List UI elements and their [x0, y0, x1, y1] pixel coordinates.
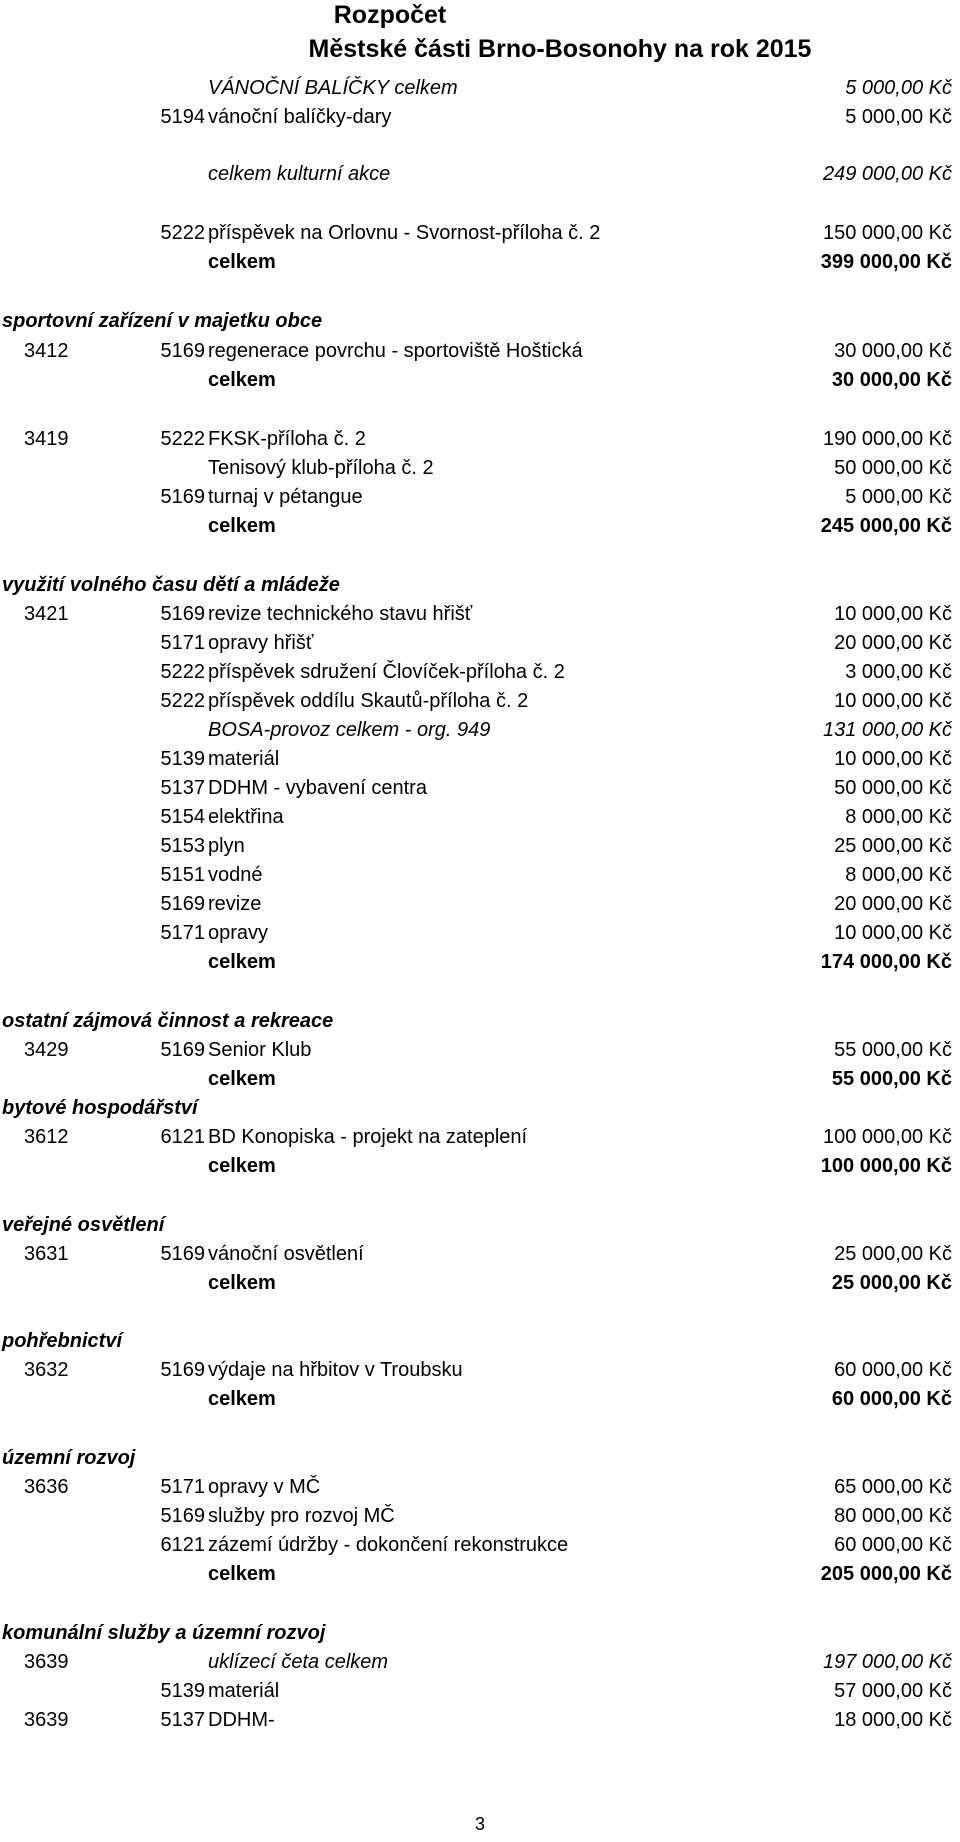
paragraph-code: 3632	[24, 1359, 69, 1381]
table-row	[0, 1531, 960, 1559]
paragraph-code: 3421	[24, 603, 69, 625]
amount: 55 000,00 Kč	[834, 1039, 952, 1061]
paragraph-code: 3639	[24, 1709, 69, 1731]
amount: 50 000,00 Kč	[834, 777, 952, 799]
amount: 55 000,00 Kč	[831, 1068, 952, 1090]
paragraph-code: 3429	[24, 1039, 69, 1061]
item-description: revize	[208, 893, 262, 915]
section-heading: bytové hospodářství	[2, 1097, 198, 1119]
item-description: celkem	[208, 1563, 276, 1585]
item-description: BD Konopiska - projekt na zateplení	[208, 1126, 528, 1148]
item-description: opravy	[208, 922, 269, 944]
item-description: materiál	[208, 748, 280, 770]
item-code: 5169	[160, 486, 205, 508]
item-description: regenerace povrchu - sportoviště Hoštická	[208, 340, 583, 362]
item-description: celkem	[208, 1155, 276, 1177]
section-heading: pohřebnictví	[2, 1330, 123, 1352]
item-description: opravy hřišť	[208, 632, 314, 654]
paragraph-code: 3412	[24, 340, 69, 362]
item-description: celkem	[208, 1272, 276, 1294]
amount: 190 000,00 Kč	[823, 428, 952, 450]
section-heading-row	[0, 571, 960, 599]
item-code: 6121	[160, 1126, 205, 1148]
table-row	[0, 716, 960, 744]
amount: 30 000,00 Kč	[834, 340, 952, 362]
amount: 5 000,00 Kč	[845, 77, 952, 99]
item-description: vodné	[208, 864, 263, 886]
table-row	[0, 1502, 960, 1530]
item-code: 5169	[160, 340, 205, 362]
item-description: příspěvek na Orlovnu - Svornost-příloha č. 2	[208, 222, 601, 244]
item-description: celkem	[208, 951, 276, 973]
amount: 150 000,00 Kč	[823, 222, 952, 244]
item-code: 5169	[160, 1039, 205, 1061]
item-code: 5139	[160, 748, 205, 770]
section-heading-row	[0, 1007, 960, 1035]
section-heading-row	[0, 1444, 960, 1472]
table-row	[0, 337, 960, 365]
item-description: elektřina	[208, 806, 284, 828]
table-row	[0, 366, 960, 394]
table-row	[0, 658, 960, 686]
item-description: celkem	[208, 1388, 276, 1410]
table-row	[0, 745, 960, 773]
table-row	[0, 1065, 960, 1093]
item-description: revize technického stavu hřišť	[208, 603, 473, 625]
item-code: 5151	[160, 864, 205, 886]
section-heading-row	[0, 307, 960, 335]
table-row	[0, 219, 960, 247]
amount: 25 000,00 Kč	[831, 1272, 952, 1294]
table-row	[0, 919, 960, 947]
item-description: celkem	[208, 251, 276, 273]
amount: 60 000,00 Kč	[831, 1388, 952, 1410]
item-description: Tenisový klub-příloha č. 2	[208, 457, 434, 479]
table-row	[0, 483, 960, 511]
table-row	[0, 425, 960, 453]
item-code: 5222	[160, 690, 205, 712]
table-row	[0, 1269, 960, 1297]
item-description: celkem	[208, 1068, 276, 1090]
section-heading: veřejné osvětlení	[2, 1214, 165, 1236]
item-description: uklízecí četa celkem	[208, 1651, 389, 1673]
item-code: 5171	[160, 922, 205, 944]
amount: 3 000,00 Kč	[845, 661, 952, 683]
amount: 18 000,00 Kč	[834, 1709, 952, 1731]
item-code: 5169	[160, 603, 205, 625]
item-description: BOSA-provoz celkem - org. 949	[208, 719, 491, 741]
table-row	[0, 248, 960, 276]
table-row	[0, 1385, 960, 1413]
section-heading: územní rozvoj	[2, 1447, 136, 1469]
table-row	[0, 1152, 960, 1180]
item-code: 6121	[160, 1534, 205, 1556]
item-description: příspěvek oddílu Skautů-příloha č. 2	[208, 690, 529, 712]
amount: 10 000,00 Kč	[834, 603, 952, 625]
paragraph-code: 3639	[24, 1651, 69, 1673]
paragraph-code: 3631	[24, 1243, 69, 1265]
item-description: vánoční osvětlení	[208, 1243, 364, 1265]
section-heading: ostatní zájmová činnost a rekreace	[2, 1010, 334, 1032]
item-code: 5222	[160, 222, 205, 244]
item-code: 5137	[160, 777, 205, 799]
table-row	[0, 774, 960, 802]
table-row	[0, 687, 960, 715]
item-code: 5169	[160, 1505, 205, 1527]
section-heading: sportovní zařízení v majetku obce	[2, 310, 323, 332]
item-description: zázemí údržby - dokončení rekonstrukce	[208, 1534, 569, 1556]
section-heading: komunální služby a územní rozvoj	[2, 1622, 326, 1644]
item-code: 5169	[160, 893, 205, 915]
table-row	[0, 160, 960, 188]
item-description: DDHM-	[208, 1709, 275, 1731]
amount: 131 000,00 Kč	[823, 719, 952, 741]
table-row	[0, 103, 960, 131]
table-row	[0, 629, 960, 657]
section-heading-row	[0, 1327, 960, 1355]
amount: 10 000,00 Kč	[834, 748, 952, 770]
item-description: turnaj v pétangue	[208, 486, 363, 508]
amount: 205 000,00 Kč	[820, 1563, 952, 1585]
table-row	[0, 948, 960, 976]
amount: 80 000,00 Kč	[834, 1505, 952, 1527]
item-description: služby pro rozvoj MČ	[208, 1505, 395, 1527]
document-subtitle: Městské části Brno-Bosonohy na rok 2015	[308, 35, 812, 63]
amount: 245 000,00 Kč	[820, 515, 952, 537]
table-row	[0, 600, 960, 628]
section-heading-row	[0, 1619, 960, 1647]
document-title: Rozpočet	[333, 1, 447, 29]
item-description: vánoční balíčky-dary	[208, 106, 392, 128]
amount: 60 000,00 Kč	[834, 1534, 952, 1556]
item-description: celkem	[208, 515, 276, 537]
amount: 25 000,00 Kč	[834, 1243, 952, 1265]
amount: 10 000,00 Kč	[834, 922, 952, 944]
item-code: 5171	[160, 632, 205, 654]
item-code: 5194	[160, 106, 205, 128]
page-number: 3	[474, 1814, 485, 1834]
item-description: celkem kulturní akce	[208, 163, 391, 185]
item-code: 5139	[160, 1680, 205, 1702]
item-description: FKSK-příloha č. 2	[208, 428, 366, 450]
table-row	[0, 1123, 960, 1151]
amount: 50 000,00 Kč	[834, 457, 952, 479]
amount: 100 000,00 Kč	[823, 1126, 952, 1148]
amount: 5 000,00 Kč	[845, 106, 952, 128]
item-code: 5169	[160, 1243, 205, 1265]
item-description: VÁNOČNÍ BALÍČKY celkem	[208, 77, 458, 99]
item-code: 5137	[160, 1709, 205, 1731]
item-description: opravy v MČ	[208, 1476, 321, 1498]
table-row	[0, 1706, 960, 1734]
table-row	[0, 1240, 960, 1268]
paragraph-code: 3636	[24, 1476, 69, 1498]
section-heading-row	[0, 1094, 960, 1122]
item-description: materiál	[208, 1680, 280, 1702]
amount: 174 000,00 Kč	[820, 951, 952, 973]
amount: 8 000,00 Kč	[845, 864, 952, 886]
item-code: 5169	[160, 1359, 205, 1381]
amount: 10 000,00 Kč	[834, 690, 952, 712]
item-description: DDHM - vybavení centra	[208, 777, 427, 799]
amount: 100 000,00 Kč	[820, 1155, 952, 1177]
table-row	[0, 1473, 960, 1501]
table-row	[0, 1648, 960, 1676]
amount: 60 000,00 Kč	[834, 1359, 952, 1381]
table-row	[0, 454, 960, 482]
table-row	[0, 1677, 960, 1705]
table-row	[0, 890, 960, 918]
item-description: celkem	[208, 369, 276, 391]
table-row	[0, 74, 960, 102]
table-row	[0, 1560, 960, 1588]
item-description: výdaje na hřbitov v Troubsku	[208, 1359, 463, 1381]
amount: 25 000,00 Kč	[834, 835, 952, 857]
item-code: 5222	[160, 661, 205, 683]
paragraph-code: 3612	[24, 1126, 69, 1148]
item-code: 5171	[160, 1476, 205, 1498]
table-row	[0, 861, 960, 889]
item-code: 5153	[160, 835, 205, 857]
table-row	[0, 512, 960, 540]
table-row	[0, 832, 960, 860]
amount: 30 000,00 Kč	[831, 369, 952, 391]
item-description: plyn	[208, 835, 245, 857]
table-row	[0, 803, 960, 831]
amount: 65 000,00 Kč	[834, 1476, 952, 1498]
table-row	[0, 1356, 960, 1384]
amount: 197 000,00 Kč	[823, 1651, 952, 1673]
amount: 249 000,00 Kč	[823, 163, 952, 185]
amount: 399 000,00 Kč	[820, 251, 952, 273]
amount: 5 000,00 Kč	[845, 486, 952, 508]
section-heading-row	[0, 1211, 960, 1239]
item-code: 5222	[160, 428, 205, 450]
paragraph-code: 3419	[24, 428, 69, 450]
amount: 20 000,00 Kč	[834, 632, 952, 654]
amount: 8 000,00 Kč	[845, 806, 952, 828]
item-description: příspěvek sdružení Človíček-příloha č. 2	[208, 661, 565, 683]
table-row	[0, 1036, 960, 1064]
amount: 20 000,00 Kč	[834, 893, 952, 915]
amount: 57 000,00 Kč	[834, 1680, 952, 1702]
item-description: Senior Klub	[208, 1039, 312, 1061]
section-heading: využití volného času dětí a mládeže	[2, 574, 340, 596]
item-code: 5154	[160, 806, 205, 828]
